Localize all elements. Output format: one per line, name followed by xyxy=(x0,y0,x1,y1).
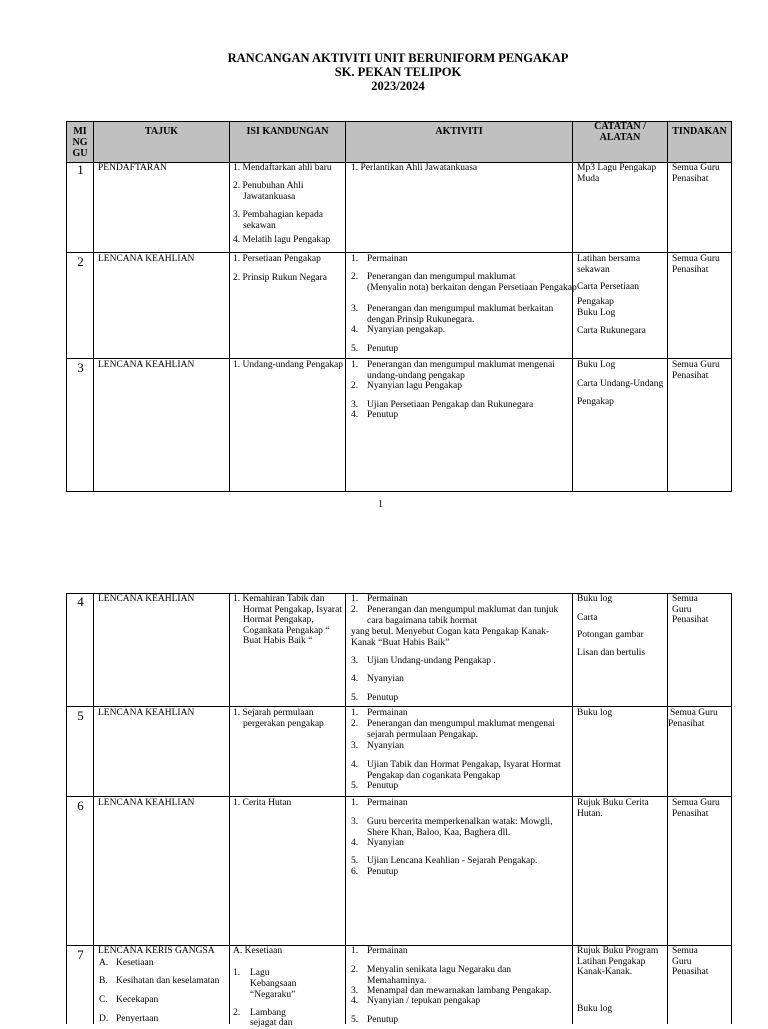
isi-item: sejagat dan xyxy=(250,1018,293,1028)
table-divider xyxy=(345,121,346,492)
aktiviti-item: Ujian Undang-undang Pengakap . xyxy=(367,656,496,666)
aktiviti-num: 3. xyxy=(351,304,359,314)
aktiviti-num: 1. xyxy=(351,708,359,718)
tindakan-item: Guru xyxy=(672,957,692,967)
aktiviti-item: Penerangan dan mengumpul maklumat berkaitan xyxy=(367,304,554,314)
aktiviti-item: 1. Perlantikan Ahli Jawatankuasa xyxy=(351,163,478,173)
tindakan-item: Semua Guru xyxy=(672,360,720,370)
tindakan-item: Semua Guru xyxy=(670,708,718,718)
table-divider xyxy=(667,121,668,492)
catatan-item: Lisan dan bertulis xyxy=(577,648,646,658)
table-divider xyxy=(572,121,573,492)
catatan-item: Buku log xyxy=(577,708,613,718)
aktiviti-num: 1. xyxy=(351,254,359,264)
aktiviti-num: 4. xyxy=(351,838,359,848)
isi-item: 1. Mendaftarkan ahli baru xyxy=(233,163,332,173)
isi-item: Kebangsaan xyxy=(250,979,297,989)
catatan-item: Pengakap xyxy=(577,297,614,307)
tajuk-cell: LENCANA KEAHLIAN xyxy=(98,360,195,370)
week-number: 7 xyxy=(77,947,84,962)
header-tajuk: TAJUK xyxy=(144,126,179,137)
aktiviti-item: Permainan xyxy=(367,946,408,956)
catatan-item: Rujuk Buku Cerita xyxy=(577,798,649,808)
session-year: 2023/2024 xyxy=(371,79,425,93)
isi-num: 2. xyxy=(233,1008,241,1018)
aktiviti-item: Guru bercerita memperkenalkan watak: Mowgli, xyxy=(367,817,553,827)
page-number: 1 xyxy=(378,499,383,510)
tindakan-item: Semua xyxy=(672,946,698,956)
aktiviti-item: sejarah permulaan Pengakap. xyxy=(367,730,479,740)
header-tindakan: TINDAKAN xyxy=(672,126,727,137)
tindakan-item: Penasihat xyxy=(672,967,709,977)
school-name: SK. PEKAN TELIPOK xyxy=(334,65,462,79)
catatan-item: Buku Log xyxy=(577,360,616,370)
catatan-item: Rujuk Buku Program xyxy=(577,946,659,956)
isi-item: 2. Penubuhan Ahli xyxy=(233,181,304,191)
aktiviti-item: Penutup xyxy=(367,410,399,420)
table-divider xyxy=(667,593,668,1024)
aktiviti-item: Menampal dan mewarnakan lambang Pengakap. xyxy=(367,986,552,996)
tajuk-cell: LENCANA KERIS GANGSA xyxy=(98,946,215,956)
tindakan-item: Semua Guru xyxy=(672,798,720,808)
week-number: 6 xyxy=(77,798,84,813)
week-number: 5 xyxy=(77,708,84,723)
aktiviti-item: Penerangan dan mengumpul maklumat dan tunjuk xyxy=(367,605,559,615)
isi-item: sekawan xyxy=(243,221,276,231)
table-border xyxy=(731,593,732,1024)
isi-item: “Negaraku” xyxy=(250,990,296,1000)
isi-item: Jawatankuasa xyxy=(243,192,296,202)
tindakan-item: Semua xyxy=(672,594,698,604)
week-number: 2 xyxy=(77,254,84,269)
aktiviti-item: Penutup xyxy=(367,693,399,703)
aktiviti-item: Shere Khan, Baloo, Kaa, Baghera dll. xyxy=(367,828,511,838)
table-divider xyxy=(66,358,732,359)
aktiviti-num: 2. xyxy=(351,272,359,282)
isi-item: 4. Melatih lagu Pengakap xyxy=(233,235,331,245)
table-divider xyxy=(229,593,230,1024)
catatan-item: Hutan. xyxy=(577,809,603,819)
aktiviti-item: Memahaminya. xyxy=(367,976,427,986)
table-border xyxy=(66,491,732,492)
aktiviti-num: 1. xyxy=(351,798,359,808)
header-catatan-alatan: CATATAN / ALATAN xyxy=(594,121,646,143)
header-isi-kandungan: ISI KANDUNGAN xyxy=(246,126,329,137)
tindakan-item: Semua Guru xyxy=(672,254,720,264)
tajuk-sub-item: Kesetiaan xyxy=(116,958,154,968)
tindakan-item: Penasihat xyxy=(672,615,709,625)
table-divider xyxy=(229,121,230,492)
isi-item: 2. Prinsip Rukun Negara xyxy=(233,273,327,283)
aktiviti-num: 2. xyxy=(351,965,359,975)
catatan-item: sekawan xyxy=(577,265,610,275)
document-title: RANCANGAN AKTIVITI UNIT BERUNIFORM PENGAKAP xyxy=(227,51,569,65)
aktiviti-item: Nyanyian xyxy=(367,838,404,848)
aktiviti-num: 1. xyxy=(351,594,359,604)
aktiviti-num: 4. xyxy=(351,674,359,684)
isi-item: 3. Pembahagian kepada xyxy=(233,210,323,220)
catatan-item: Buku Log xyxy=(577,308,616,318)
aktiviti-item: (Menyalin nota) berkaitan dengan Persetiaan Pengakap xyxy=(367,283,577,293)
aktiviti-num: 6. xyxy=(351,867,359,877)
aktiviti-item: Penerangan dan mengumpul maklumat xyxy=(367,272,516,282)
tajuk-sub-num: D. xyxy=(99,1014,109,1024)
isi-item: Hormat Pengakap, Isyarat xyxy=(243,605,342,615)
catatan-item: Pengakap xyxy=(577,397,614,407)
aktiviti-num: 3. xyxy=(351,986,359,996)
aktiviti-num: 4. xyxy=(351,996,359,1006)
isi-item: Buat Habis Baik “ xyxy=(243,636,313,646)
tajuk-cell: LENCANA KEAHLIAN xyxy=(98,594,195,604)
tajuk-sub-item: Kesihatan dan keselamatan xyxy=(116,976,220,986)
aktiviti-item: Permainan xyxy=(367,254,408,264)
aktiviti-item: undang-undang pengakap xyxy=(367,371,465,381)
aktiviti-item: Penerangan dan mengumpul maklumat mengenai xyxy=(367,719,555,729)
tajuk-sub-num: C. xyxy=(99,995,108,1005)
tindakan-item: Penasihat xyxy=(672,265,709,275)
aktiviti-num: 5. xyxy=(351,693,359,703)
catatan-item: Carta xyxy=(577,613,598,623)
aktiviti-num: 3. xyxy=(351,741,359,751)
catatan-item: Carta Persetiaan xyxy=(577,282,639,292)
aktiviti-item: Permainan xyxy=(367,594,408,604)
aktiviti-num: 4. xyxy=(351,760,359,770)
aktiviti-item: Nyanyian xyxy=(367,741,404,751)
catatan-item: Mp3 Lagu Pengakap xyxy=(577,163,657,173)
aktiviti-item: dengan Prinsip Rukunegara. xyxy=(367,315,475,325)
aktiviti-num: 5. xyxy=(351,781,359,791)
aktiviti-item: Penutup xyxy=(367,1015,399,1025)
aktiviti-num: 4. xyxy=(351,410,359,420)
isi-item: A. Kesetiaan xyxy=(233,946,283,956)
tajuk-sub-num: B. xyxy=(99,976,108,986)
catatan-item: Latihan Pengakap xyxy=(577,957,646,967)
isi-item: Cogankata Pengakap “ xyxy=(243,626,330,636)
aktiviti-item: Penerangan dan mengumpul maklumat mengenai xyxy=(367,360,555,370)
table-divider xyxy=(66,706,732,707)
table-divider xyxy=(66,252,732,253)
catatan-item: Carta Undang-Undang xyxy=(577,379,664,389)
aktiviti-item: Nyanyian pengakap. xyxy=(367,325,446,335)
catatan-item: Buku log xyxy=(577,594,613,604)
aktiviti-item: Menyalin senikata lagu Negaraku dan xyxy=(367,965,512,975)
tindakan-item: Guru xyxy=(672,605,692,615)
table-divider xyxy=(66,796,732,797)
table-border xyxy=(731,121,732,492)
aktiviti-num: 5. xyxy=(351,344,359,354)
isi-item: 1. Kemahiran Tabik dan xyxy=(233,594,325,604)
aktiviti-num: 2. xyxy=(351,719,359,729)
tindakan-item: Penasihat xyxy=(672,809,709,819)
catatan-item: Carta Rukunegara xyxy=(577,326,646,336)
tindakan-item: Penasihat xyxy=(672,371,709,381)
isi-item: Lambang xyxy=(250,1008,286,1018)
catatan-item: Muda xyxy=(577,174,600,184)
aktiviti-item: Kanak “Buat Habis Baik” xyxy=(351,638,450,648)
aktiviti-num: 5. xyxy=(351,856,359,866)
tajuk-cell: PENDAFTARAN xyxy=(98,163,167,173)
isi-item: pergerakan pengakap xyxy=(243,719,324,729)
aktiviti-item: Ujian Persetiaan Pengakap dan Rukunegara xyxy=(367,400,534,410)
aktiviti-num: 4. xyxy=(351,325,359,335)
isi-item: 1. Undang-undang Pengakap xyxy=(233,360,344,370)
tajuk-cell: LENCANA KEAHLIAN xyxy=(98,708,195,718)
isi-item: Lagu xyxy=(250,968,270,978)
aktiviti-num: 3. xyxy=(351,656,359,666)
tindakan-item: Semua Guru xyxy=(672,163,720,173)
tajuk-sub-item: Penyertaan xyxy=(116,1014,159,1024)
isi-item: 1. Sejarah permulaan xyxy=(233,708,314,718)
aktiviti-item: Nyanyian / tepukan pengakap xyxy=(367,996,481,1006)
tajuk-sub-item: Kecekapan xyxy=(116,995,159,1005)
aktiviti-item: Permainan xyxy=(367,798,408,808)
aktiviti-item: yang betul. Menyebut Cogan kata Pengakap Kanak- xyxy=(351,627,550,637)
aktiviti-item: Nyanyian xyxy=(367,674,404,684)
week-number: 1 xyxy=(77,162,84,177)
catatan-item: Buku log xyxy=(577,1004,613,1014)
aktiviti-item: Permainan xyxy=(367,708,408,718)
table-divider xyxy=(572,593,573,1024)
catatan-item: Latihan bersama xyxy=(577,254,641,264)
aktiviti-num: 5. xyxy=(351,1015,359,1025)
isi-item: Hormat Pengakap, xyxy=(243,615,314,625)
aktiviti-item: Penutup xyxy=(367,781,399,791)
isi-item: 1. Persetiaan Pengakap xyxy=(233,254,321,264)
aktiviti-item: Ujian Tabik dan Hormat Pengakap, Isyarat Hormat xyxy=(367,760,561,770)
catatan-item: Potongan gambar xyxy=(577,630,644,640)
tajuk-cell: LENCANA KEAHLIAN xyxy=(98,798,195,808)
week-number: 4 xyxy=(77,594,84,609)
header-aktiviti: AKTIVITI xyxy=(435,126,483,137)
aktiviti-num: 1. xyxy=(351,946,359,956)
table-divider xyxy=(345,593,346,1024)
tajuk-sub-num: A. xyxy=(99,958,109,968)
aktiviti-num: 2. xyxy=(351,381,359,391)
isi-num: 1. xyxy=(233,968,241,978)
isi-item: 1. Cerita Hutan xyxy=(233,798,292,808)
aktiviti-num: 2. xyxy=(351,605,359,615)
tindakan-item: Penasihat xyxy=(668,719,705,729)
tajuk-cell: LENCANA KEAHLIAN xyxy=(98,254,195,264)
aktiviti-num: 3. xyxy=(351,400,359,410)
aktiviti-item: Penutup xyxy=(367,867,399,877)
aktiviti-num: 3. xyxy=(351,817,359,827)
tindakan-item: Penasihat xyxy=(672,174,709,184)
aktiviti-item: Nyanyian lagu Pengakap xyxy=(367,381,462,391)
aktiviti-item: Ujian Lencana Keahlian - Sejarah Pengakap. xyxy=(367,856,538,866)
aktiviti-item: Penutup xyxy=(367,344,399,354)
header-minggu: MI NG GU xyxy=(72,126,88,159)
catatan-item: Kanak-Kanak. xyxy=(577,967,633,977)
aktiviti-item: Pengakap dan cogankata Pengakap xyxy=(367,771,501,781)
week-number: 3 xyxy=(77,360,84,375)
aktiviti-num: 1. xyxy=(351,360,359,370)
aktiviti-item: cara bagaimana tabik hormat xyxy=(367,616,477,626)
